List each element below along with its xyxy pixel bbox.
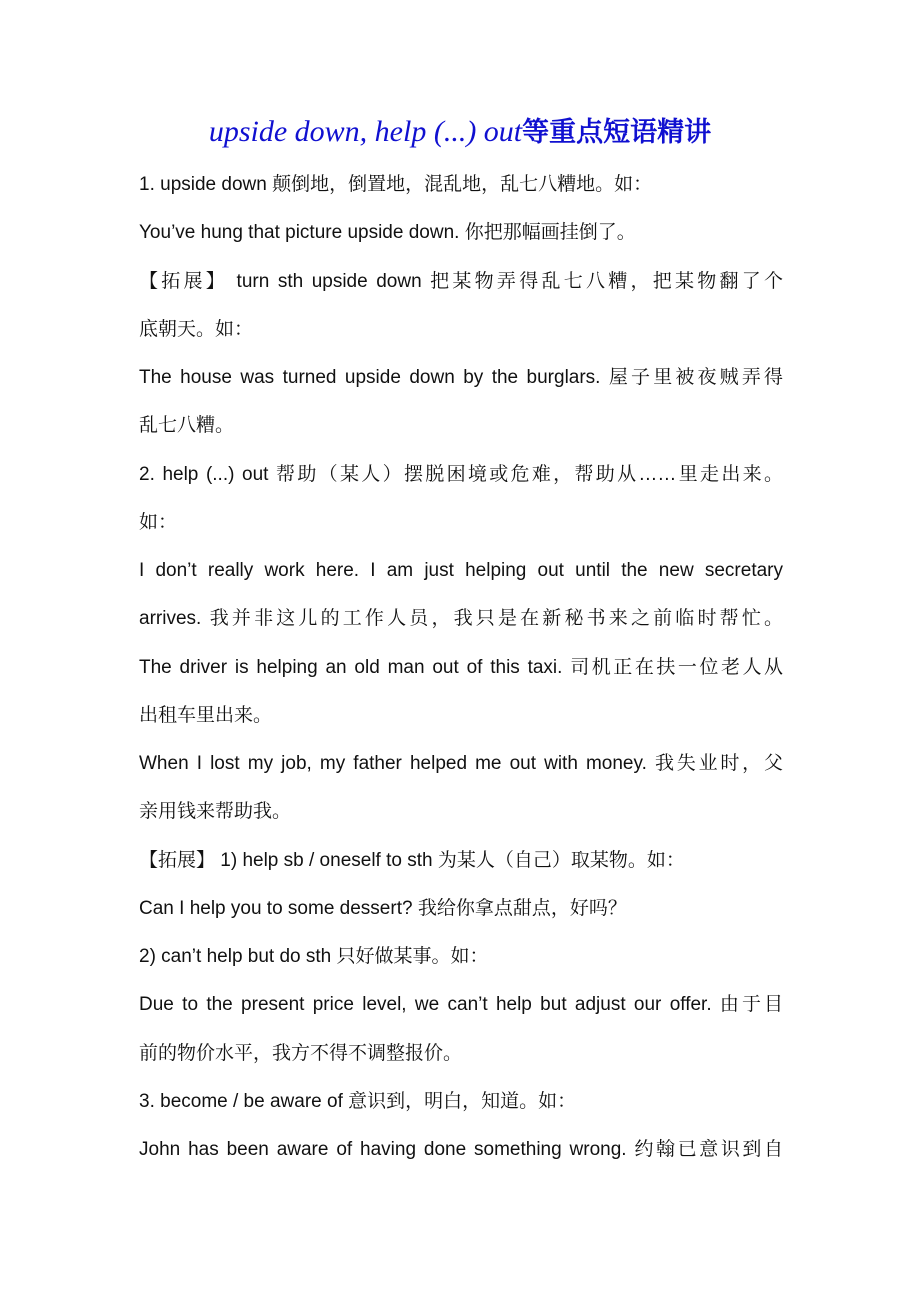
text-line: John has been aware of having done something wrong. 约翰已意识到自: [139, 1139, 783, 1160]
text-line: Can I help you to some dessert? 我给你拿点甜点，好吗？: [139, 897, 627, 919]
text-line: When I lost my job, my father helped me out with money. 我失业时，父: [139, 753, 783, 774]
text-line: You’ve hung that picture upside down. 你把那幅画挂倒了。: [139, 222, 636, 244]
text-line: The driver is helping an old man out of this taxi. 司机正在扶一位老人从: [139, 656, 783, 678]
text-line: 【拓展】 1) help sb / oneself to sth 为某人（自己）取某物。如：: [139, 849, 685, 871]
text-line: 【拓展】 turn sth upside down 把某物弄得乱七八糟，把某物翻了个: [139, 270, 783, 292]
text-line: I don’t really work here. I am just helping out until the new secretary: [139, 560, 783, 581]
text-line: 乱七八糟。: [139, 415, 235, 437]
text-line: 前的物价水平，我方不得不调整报价。: [139, 1042, 463, 1064]
text-line: 1. upside down 颠倒地，倒置地，混乱地，乱七八糟地。如：: [139, 174, 653, 195]
text-line: 3. become / be aware of 意识到，明白，知道。如：: [139, 1090, 577, 1112]
text-line: 亲用钱来帮助我。: [139, 801, 292, 823]
title-chinese: 等重点短语精讲: [522, 117, 712, 148]
text-line: arrives. 我并非这儿的工作人员，我只是在新秘书来之前临时帮忙。: [139, 608, 783, 630]
text-line: 2. help (...) out 帮助（某人）摆脱困境或危难，帮助从……里走出来。: [139, 463, 783, 485]
text-line: 底朝天。如：: [139, 318, 254, 340]
text-line: 如：: [139, 511, 178, 533]
text-line: 2) can’t help but do sth 只好做某事。如：: [139, 946, 489, 967]
text-line: Due to the present price level, we can’t help but adjust our offer. 由于目: [139, 994, 783, 1016]
text-line: The house was turned upside down by the burglars. 屋子里被夜贼弄得: [139, 367, 783, 388]
document-title: [0, 110, 920, 149]
text-line: 出租车里出来。: [139, 704, 273, 726]
title-english: upside down, help (...) out: [208, 115, 523, 148]
